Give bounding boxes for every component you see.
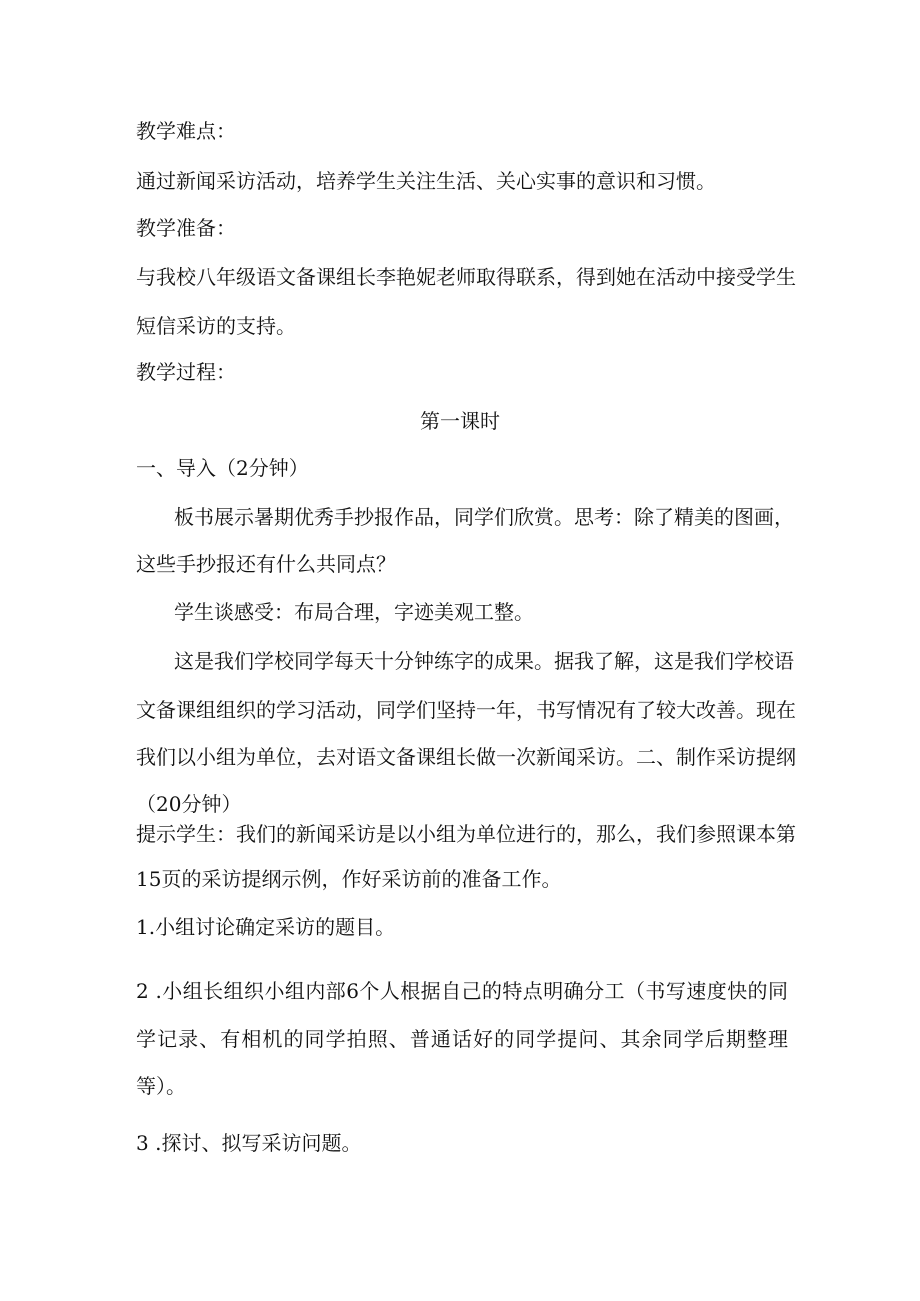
list-item-2-line3: 等）。 bbox=[136, 1074, 186, 1098]
paragraph-practice-line4: （20分钟） bbox=[136, 792, 242, 816]
heading-teaching-difficulty: 教学难点： bbox=[136, 119, 236, 143]
paragraph-difficulty: 通过新闻采访活动，培养学生关注生活、关心实事的意识和习惯。 bbox=[136, 169, 716, 193]
paragraph-intro-line2: 这些手抄报还有什么共同点？ bbox=[136, 552, 396, 576]
paragraph-prompt-line2: 15页的采访提纲示例，作好采访前的准备工作。 bbox=[136, 867, 562, 891]
list-item-2-line2: 学记录、有相机的同学拍照、普通话好的同学提问、其余同学后期整理 bbox=[136, 1027, 788, 1051]
paragraph-preparation-line1: 与我校八年级语文备课组长李艳妮老师取得联系，得到她在活动中接受学生 bbox=[136, 265, 796, 289]
lesson-title: 第一课时 bbox=[420, 409, 500, 433]
paragraph-practice-line3: 我们以小组为单位，去对语文备课组长做一次新闻采访。二、制作采访提纲 bbox=[136, 745, 796, 769]
list-item-3: 3 .探讨、拟写采访问题。 bbox=[136, 1131, 362, 1155]
paragraph-prompt-line1: 提示学生：我们的新闻采访是以小组为单位进行的，那么，我们参照课本第 bbox=[136, 822, 796, 846]
list-item-2-line1: 2 .小组长组织小组内部6个人根据自己的特点明确分工（书写速度快的同 bbox=[136, 979, 788, 1003]
paragraph-practice-line1: 这是我们学校同学每天十分钟练字的成果。据我了解，这是我们学校语 bbox=[174, 649, 794, 673]
paragraph-preparation-line2: 短信采访的支持。 bbox=[136, 314, 296, 338]
paragraph-practice-line2: 文备课组组织的学习活动，同学们坚持一年，书写情况有了较大改善。现在 bbox=[136, 698, 796, 722]
list-item-1: 1.小组讨论确定采访的题目。 bbox=[136, 915, 396, 939]
section-heading-intro: 一、导入（2分钟） bbox=[136, 456, 309, 480]
heading-teaching-process: 教学过程： bbox=[136, 360, 236, 384]
paragraph-student-feelings: 学生谈感受：布局合理，字迹美观工整。 bbox=[174, 600, 534, 624]
heading-teaching-preparation: 教学准备： bbox=[136, 216, 236, 240]
paragraph-intro-line1: 板书展示暑期优秀手抄报作品，同学们欣赏。思考：除了精美的图画， bbox=[174, 505, 794, 529]
